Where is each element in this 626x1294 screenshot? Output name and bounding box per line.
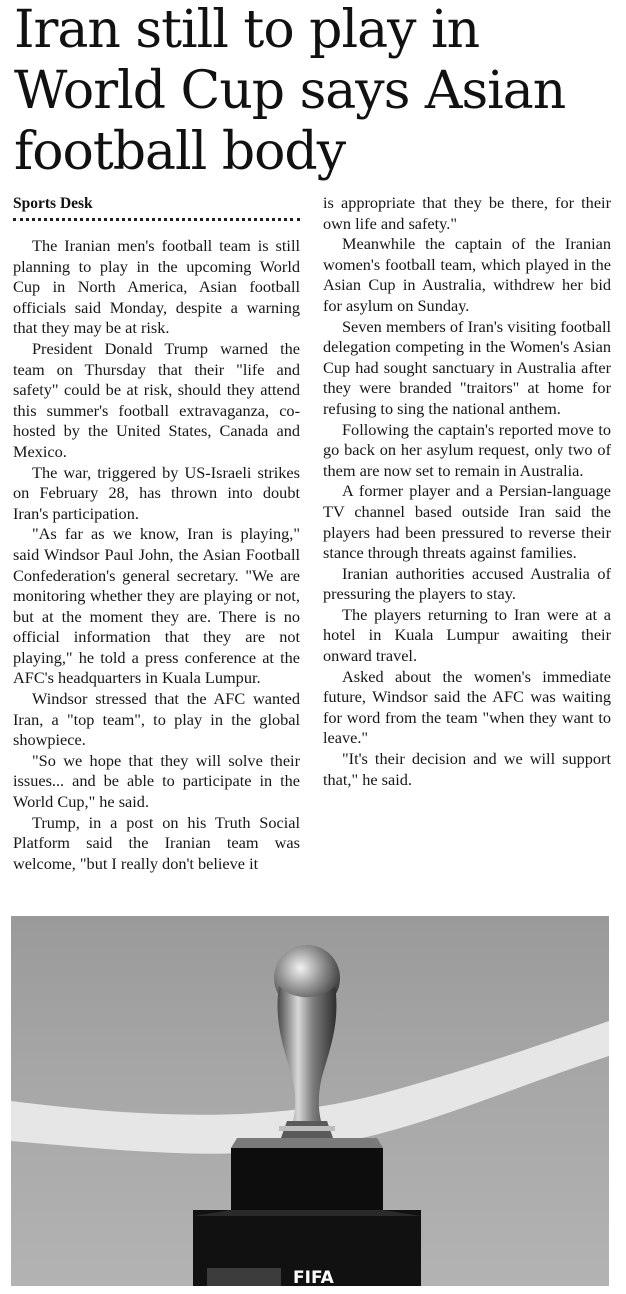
paragraph: President Donald Trump warned the team on Thursday that their "life and safety" could be at risk, should they attend this summer's football extravaganza, co-hosted by the United States, Canada and Mexico. <box>13 338 300 461</box>
paragraph: The war, triggered by US-Israeli strikes on February 28, has thrown into doubt Iran's participation. <box>13 462 300 523</box>
paragraph: Following the captain's reported move to go back on her asylum request, only two of them are now set to remain in Australia. <box>323 419 611 480</box>
pedestal <box>193 1138 421 1286</box>
paragraph: Windsor stressed that the AFC wanted Iran, a "top team", to play in the global showpiece. <box>13 689 300 750</box>
byline-divider <box>13 218 300 221</box>
paragraph: "It's their decision and we will support that," he said. <box>323 749 611 789</box>
paragraph: The players returning to Iran were at a hotel in Kuala Lumpur awaiting their onward travel. <box>323 604 611 666</box>
byline: Sports Desk <box>13 195 93 212</box>
pedestal-fifa-label: FIFA <box>293 1268 334 1286</box>
paragraph: A former player and a Persian-language TV channel based outside Iran said the players had been pressured to reverse their stance through threats against families. <box>323 481 611 563</box>
paragraph: Iranian authorities accused Australia of pressuring the players to stay. <box>323 563 611 604</box>
paragraph: Meanwhile the captain of the Iranian women's football team, which played in the Asian Cup in Australia, withdrew her bid for asylum on Sunday. <box>323 234 611 315</box>
paragraph: Seven members of Iran's visiting football delegation competing in the Women's Asian Cup had sought sanctuary in Australia after they were branded "traitors" at home for refusing to sing the national anthem. <box>323 316 611 418</box>
paragraph-continuation: is appropriate that they be there, for their own life and safety." <box>323 193 611 233</box>
article-column-left <box>13 236 300 874</box>
trophy-photo <box>11 916 609 1286</box>
paragraph: The Iranian men's football team is still planning to play in the upcoming World Cup in North America, Asian football officials said Monday, despite a warning that they may be at risk. <box>13 236 300 338</box>
article-column-right <box>323 193 611 790</box>
paragraph: Asked about the women's immediate future, Windsor said the AFC was waiting for word from the team "when they want to leave." <box>323 666 611 748</box>
paragraph: "As far as we know, Iran is playing," said Windsor Paul John, the Asian Football Confederation's general secretary. "We are monitoring whether they are playing or not, but at the moment they are. There is no official information that they are not playing," he told a press conference at the AFC's headquarters in Kuala Lumpur. <box>13 524 300 688</box>
paragraph: "So we hope that they will solve their issues... and be able to participate in the World Cup," he said. <box>13 750 300 812</box>
headline: Iran still to play in World Cup says Asian football body <box>14 0 566 182</box>
paragraph: Trump, in a post on his Truth Social Platform said the Iranian team was welcome, "but I really don't believe it <box>13 812 300 873</box>
